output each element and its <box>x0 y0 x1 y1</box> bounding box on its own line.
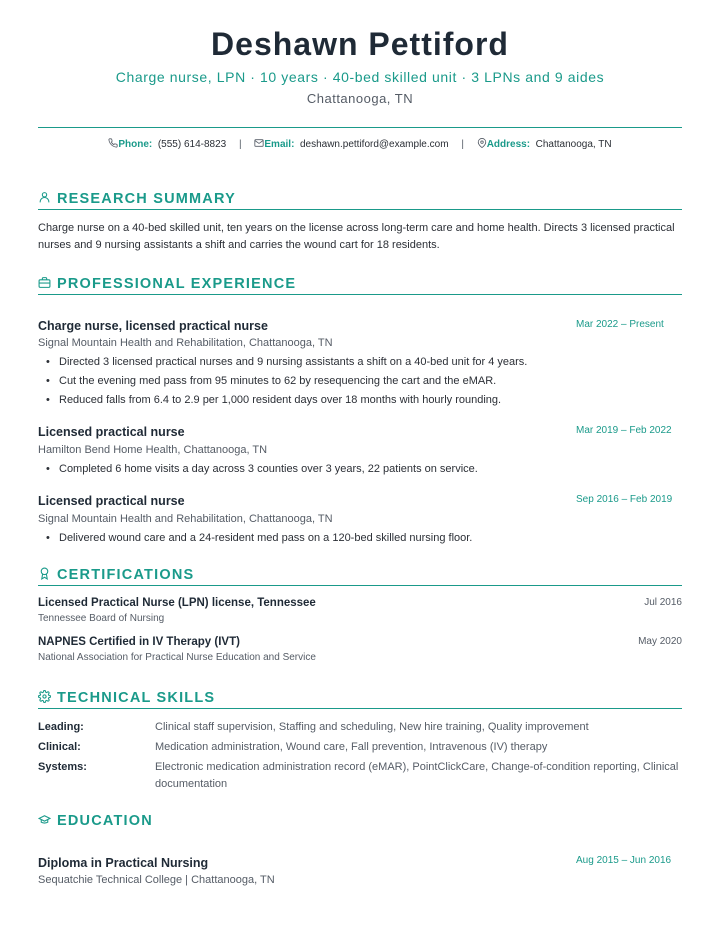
section-heading-skills <box>38 690 682 709</box>
certification-name: NAPNES Certified in IV Therapy (IVT) <box>38 636 240 648</box>
graduation-cap-icon <box>38 813 51 826</box>
certification-issuer: National Association for Practical Nurse Education and Service <box>38 652 316 663</box>
job-employer: Signal Mountain Health and Rehabilitation, Chattanooga, TN <box>38 337 333 349</box>
gear-icon <box>38 690 51 703</box>
education-dates: Aug 2015 – Jun 2016 <box>576 855 672 866</box>
header-location: Chattanooga, TN <box>306 91 414 106</box>
certification-date: May 2020 <box>638 636 682 647</box>
list-item: • Directed 3 licensed practical nurses and 9 nursing assistants a shift on a 40-bed unit for 4 years. <box>46 355 527 374</box>
job-dates: Mar 2022 – Present <box>576 319 664 330</box>
certification-issuer: Tennessee Board of Nursing <box>38 613 165 624</box>
skill-list: Clinical staff supervision, Staffing and scheduling, New hire training, Quality improvement <box>155 721 589 733</box>
section-title: PROFESSIONAL EXPERIENCE <box>57 276 297 292</box>
headline-tagline: Charge nurse, LPN · 10 years · 40-bed skilled unit · 3 LPNs and 9 aides <box>115 69 605 85</box>
email-label: Email: <box>264 139 295 150</box>
job-employer: Hamilton Bend Home Health, Chattanooga, TN <box>38 444 268 456</box>
skill-list: Medication administration, Wound care, Fall prevention, Intravenous (IV) therapy <box>155 741 548 753</box>
section-title: RESEARCH SUMMARY <box>57 191 236 207</box>
skill-category-label: Leading: <box>38 721 84 733</box>
address-value: Chattanooga, TN <box>535 139 612 150</box>
job-title: Licensed practical nurse <box>38 494 185 508</box>
address-label: Address: <box>486 139 531 150</box>
section-title: CERTIFICATIONS <box>57 567 195 583</box>
section-title: EDUCATION <box>57 813 153 829</box>
phone-label: Phone: <box>118 139 153 150</box>
skill-category-label: Systems: <box>38 761 87 773</box>
list-item: • Reduced falls from 6.4 to 2.9 per 1,000 resident days over 18 months with hourly rounding. <box>46 393 527 412</box>
person-icon <box>38 191 51 204</box>
certification-date: Jul 2016 <box>644 597 682 608</box>
summary-paragraph: Charge nurse on a 40-bed skilled unit, ten years on the license across long-term care and home health. Directs 3 licensed practical nurses and 9 nursing assistants a shift and carries the wound cart for 18 residents. <box>38 222 675 251</box>
section-heading-certifications <box>38 567 682 586</box>
header-divider <box>38 127 682 128</box>
degree-title: Diploma in Practical Nursing <box>38 856 209 870</box>
phone-icon <box>108 138 118 148</box>
location-pin-icon <box>477 138 487 148</box>
section-title: TECHNICAL SKILLS <box>57 690 216 706</box>
candidate-name: Deshawn Pettiford <box>211 26 509 62</box>
education-school: Sequatchie Technical College | Chattanooga, TN <box>38 874 275 886</box>
contact-separator: | <box>239 139 242 150</box>
list-item: • Cut the evening med pass from 95 minutes to 62 by resequencing the cart and the eMAR. <box>46 374 527 393</box>
briefcase-icon <box>38 276 51 289</box>
award-ribbon-icon <box>38 567 51 580</box>
job-employer: Signal Mountain Health and Rehabilitation, Chattanooga, TN <box>38 513 333 525</box>
job-dates: Sep 2016 – Feb 2019 <box>576 494 673 505</box>
contact-separator: | <box>461 139 464 150</box>
email-value[interactable]: deshawn.pettiford@example.com <box>299 139 449 150</box>
certification-name: Licensed Practical Nurse (LPN) license, Tennessee <box>38 597 316 609</box>
section-heading-education <box>38 813 682 831</box>
list-item: • Completed 6 home visits a day across 3 counties over 3 years, 22 patients on service. <box>46 462 478 481</box>
section-heading-experience <box>38 276 682 295</box>
section-heading-summary <box>38 191 682 210</box>
job-bullets <box>46 531 472 550</box>
job-title: Licensed practical nurse <box>38 425 185 439</box>
job-dates: Mar 2019 – Feb 2022 <box>576 425 672 436</box>
list-item: • Delivered wound care and a 24-resident med pass on a 120-bed skilled nursing floor. <box>46 531 472 550</box>
email-icon <box>254 138 264 148</box>
job-bullets <box>46 462 478 481</box>
job-title: Charge nurse, licensed practical nurse <box>38 319 268 333</box>
phone-value[interactable]: (555) 614-8823 <box>157 139 227 150</box>
skill-list: Electronic medication administration record (eMAR), PointClickCare, Change-of-condition reporting, Clinical documentation <box>155 761 679 790</box>
skill-category-label: Clinical: <box>38 741 81 753</box>
contact-bar <box>0 138 720 150</box>
job-bullets <box>46 355 527 412</box>
